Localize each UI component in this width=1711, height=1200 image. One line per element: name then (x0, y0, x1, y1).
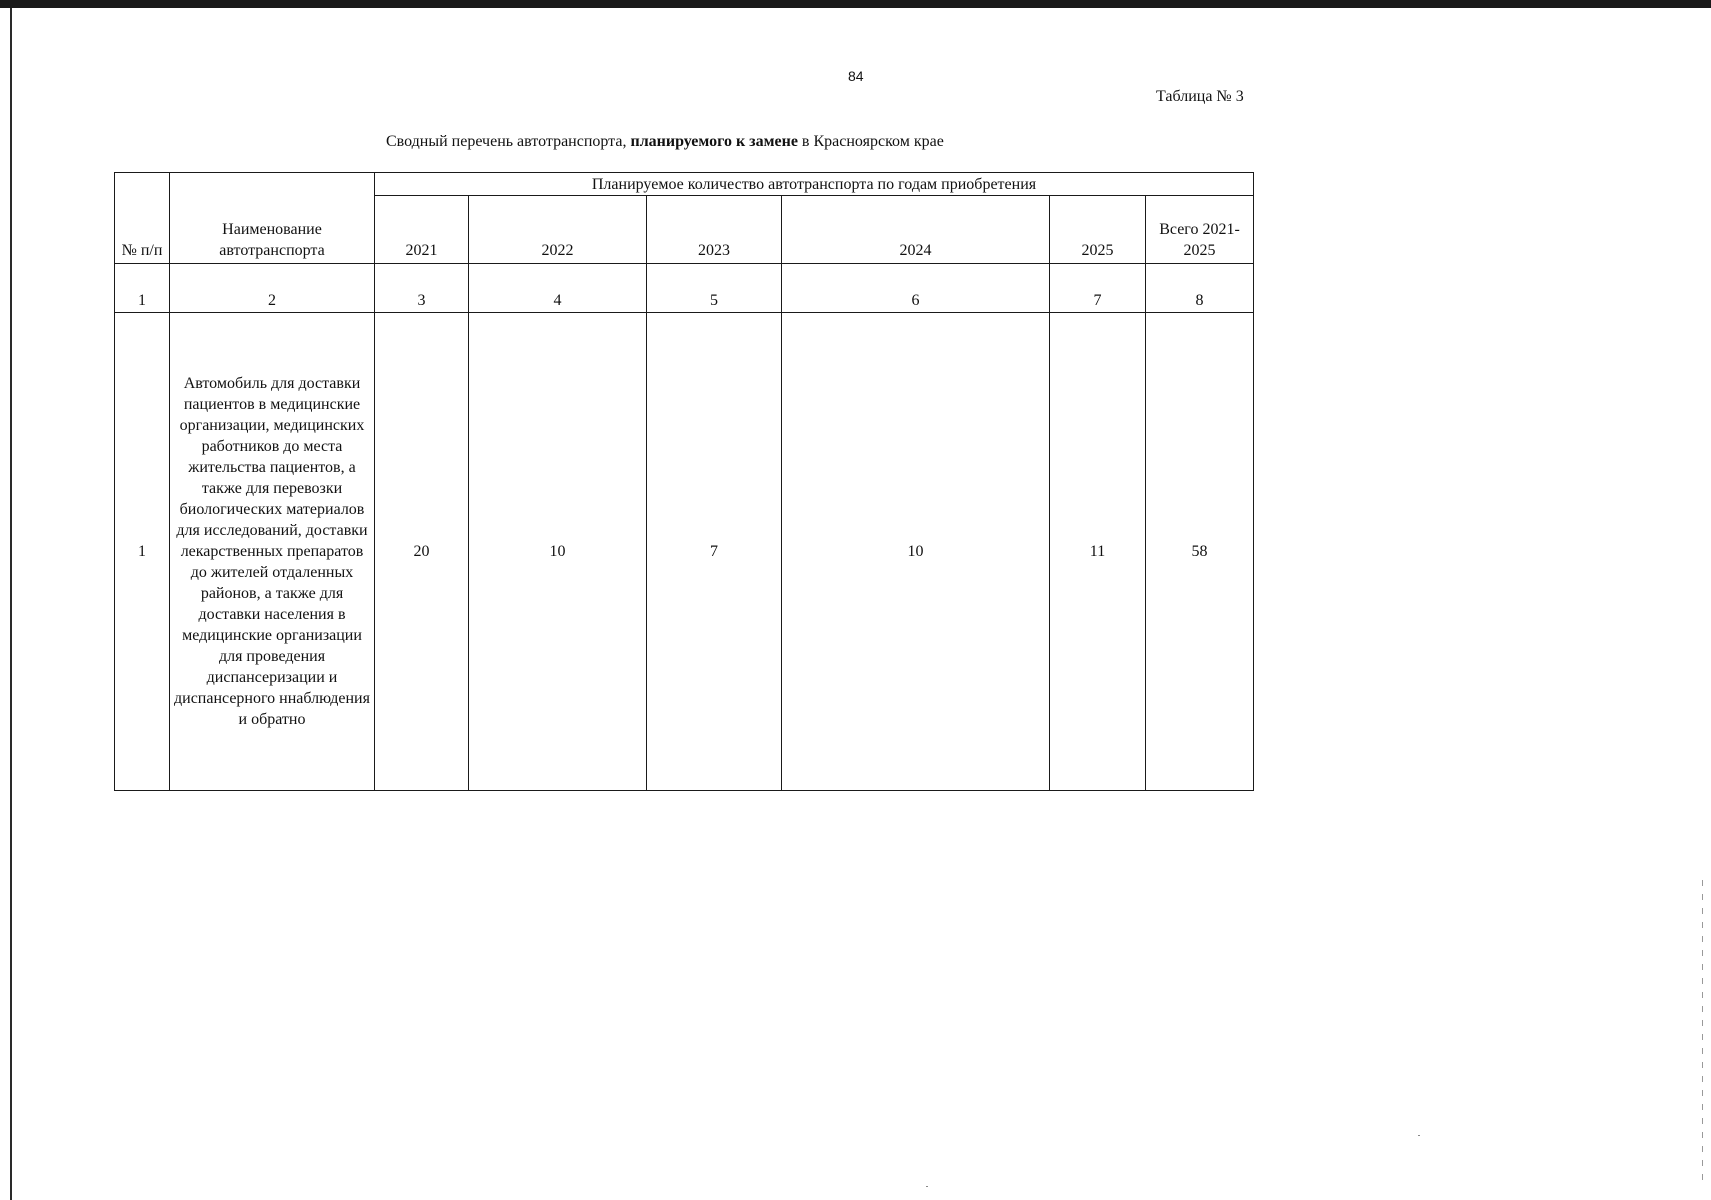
column-number: 2 (170, 264, 375, 313)
table-label: Таблица № 3 (1156, 88, 1244, 105)
header-year-2025: 2025 (1050, 196, 1146, 264)
column-number: 4 (469, 264, 647, 313)
row-qty-total: 58 (1146, 313, 1254, 791)
header-year-2022: 2022 (469, 196, 647, 264)
row-qty-2024: 10 (782, 313, 1050, 791)
header-year-2023: 2023 (647, 196, 782, 264)
scan-right-margin-marks (1702, 880, 1703, 1180)
column-number: 7 (1050, 264, 1146, 313)
row-qty-2022: 10 (469, 313, 647, 791)
row-qty-2021: 20 (375, 313, 469, 791)
row-qty-2025: 11 (1050, 313, 1146, 791)
column-number: 1 (115, 264, 170, 313)
column-number: 8 (1146, 264, 1254, 313)
row-qty-2023: 7 (647, 313, 782, 791)
vehicle-replacement-table (114, 172, 1254, 791)
table-row (115, 313, 1254, 791)
header-planned-quantity: Планируемое количество автотранспорта по годам приобретения (375, 173, 1254, 196)
header-total: Всего 2021-2025 (1146, 196, 1254, 264)
header-year-2021: 2021 (375, 196, 469, 264)
title-text-end: в Красноярском крае (797, 133, 944, 150)
column-number: 5 (647, 264, 782, 313)
scan-top-border (0, 0, 1711, 8)
column-number: 3 (375, 264, 469, 313)
header-name: Наименование автотранспорта (170, 173, 375, 264)
scan-speck (1418, 1135, 1420, 1136)
column-number-row (115, 264, 1254, 313)
document-title (386, 133, 944, 151)
row-num: 1 (115, 313, 170, 791)
column-number: 6 (782, 264, 1050, 313)
scan-speck (926, 1186, 928, 1187)
scan-left-edge (10, 8, 12, 1200)
header-year-2024: 2024 (782, 196, 1050, 264)
title-text-start: Сводный перечень автотранспорта, (386, 133, 631, 150)
header-row-group (115, 173, 1254, 196)
header-num: № п/п (115, 173, 170, 264)
title-text-bold: планируемого к замене (630, 133, 798, 150)
row-vehicle-name: Автомобиль для доставки пациентов в медицинские организации, медицинских работников до места жительства пациентов, а также для перевозки биологических материалов для исследований, доставки лекарственных препаратов до жителей отдаленных районов, а также для доставки населения в медицинские организации для проведения диспансеризации и диспансерного ннаблюдения и обратно (170, 313, 375, 791)
page-number: 84 (848, 68, 864, 84)
